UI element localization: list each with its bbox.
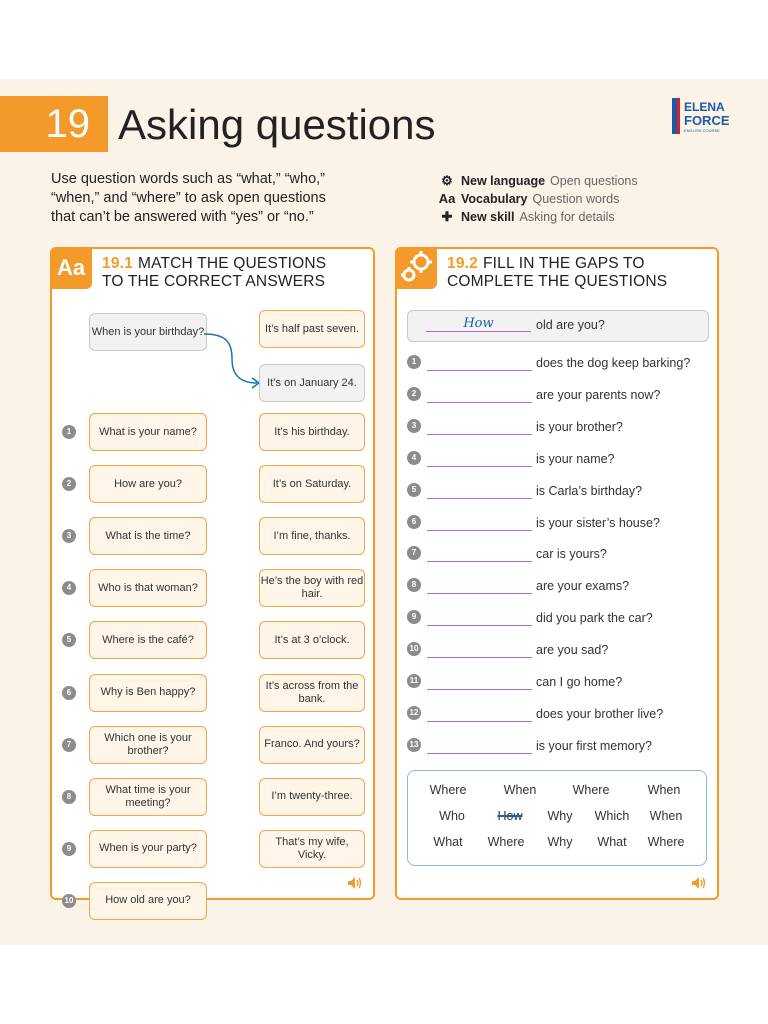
- elena-force-logo: [672, 96, 732, 136]
- answer-card[interactable]: It’s on Saturday.: [259, 465, 365, 503]
- question-text: does your brother live?: [536, 706, 664, 721]
- gap-question-row: [427, 574, 629, 594]
- question-text: is Carla’s birthday?: [536, 483, 643, 498]
- question-card[interactable]: When is your party?: [89, 830, 207, 868]
- question-card[interactable]: How are you?: [89, 465, 207, 503]
- answer-gap[interactable]: [427, 482, 532, 499]
- exercise-title-line1: FILL IN THE GAPS TO: [482, 255, 645, 272]
- example-question-card: When is your birthday?: [89, 313, 207, 351]
- exercise-number: 19.1: [102, 255, 133, 272]
- word-bank-word[interactable]: When: [503, 783, 537, 797]
- question-card[interactable]: Who is that woman?: [89, 569, 207, 607]
- meta-label: New skill: [461, 210, 515, 224]
- answer-gap[interactable]: [427, 641, 532, 658]
- question-text: is your first memory?: [536, 738, 652, 753]
- meta-label: Vocabulary: [461, 192, 528, 206]
- meta-value: Asking for details: [519, 210, 615, 224]
- word-bank: [407, 770, 707, 866]
- exercise-number: 19.2: [447, 255, 478, 272]
- gap-question-row: [427, 511, 660, 531]
- question-number: 7: [62, 738, 76, 752]
- example-gap-row: [407, 310, 709, 342]
- example-answer: How: [426, 317, 531, 332]
- answer-card[interactable]: It’s across from the bank.: [259, 674, 365, 712]
- answer-card[interactable]: I’m twenty-three.: [259, 778, 365, 816]
- word-bank-word[interactable]: Which: [594, 809, 630, 823]
- word-bank-word[interactable]: Where: [487, 835, 525, 849]
- word-bank-word[interactable]: What: [597, 835, 627, 849]
- question-text: are you sad?: [536, 643, 609, 658]
- answer-gap[interactable]: [427, 386, 532, 403]
- gap-question-row: [427, 415, 623, 435]
- question-number: 6: [407, 515, 421, 529]
- gap-question-row: [427, 702, 663, 722]
- vocabulary-icon: Aa: [50, 247, 92, 289]
- exercise-title-line1: MATCH THE QUESTIONS: [137, 255, 327, 272]
- question-card[interactable]: Where is the café?: [89, 621, 207, 659]
- answer-card[interactable]: I’m fine, thanks.: [259, 517, 365, 555]
- word-bank-word[interactable]: How: [497, 809, 523, 823]
- question-number: 1: [62, 425, 76, 439]
- question-text: is your sister’s house?: [536, 515, 660, 530]
- question-number: 10: [407, 642, 421, 656]
- question-card[interactable]: Which one is your brother?: [89, 726, 207, 764]
- unit-title: Asking questions: [118, 101, 436, 148]
- gap-question-row: [427, 606, 653, 626]
- answer-gap[interactable]: [427, 737, 532, 754]
- answer-card[interactable]: It’s half past seven.: [259, 310, 365, 348]
- answer-gap[interactable]: [427, 354, 532, 371]
- question-number: 13: [407, 738, 421, 752]
- answer-gap[interactable]: [427, 450, 532, 467]
- gap-question-row: [427, 479, 642, 499]
- question-text: did you park the car?: [536, 611, 653, 626]
- question-text: car is yours?: [536, 547, 607, 562]
- gap-question-row: [427, 734, 652, 754]
- puzzle-icon: ✚: [441, 209, 453, 224]
- logo-text-elena: ELENA: [684, 100, 725, 114]
- question-card[interactable]: Why is Ben happy?: [89, 674, 207, 712]
- word-bank-word[interactable]: Who: [439, 809, 465, 823]
- gap-question-row: [427, 542, 607, 562]
- gap-question-row: [427, 351, 690, 371]
- question-number: 9: [407, 610, 421, 624]
- gears-icon: ⚙: [441, 173, 453, 188]
- exercise-title-line2: TO THE CORRECT ANSWERS: [102, 273, 326, 290]
- question-number: 3: [62, 529, 76, 543]
- word-bank-word[interactable]: Where: [429, 783, 467, 797]
- question-number: 10: [62, 894, 76, 908]
- word-bank-word[interactable]: When: [649, 809, 683, 823]
- example-match-arrow: [202, 331, 264, 389]
- answer-card[interactable]: It’s at 3 o’clock.: [259, 621, 365, 659]
- question-text: are your exams?: [536, 579, 630, 594]
- question-number: 8: [62, 790, 76, 804]
- meta-label: New language: [461, 174, 546, 188]
- meta-new-skill: [438, 208, 638, 226]
- question-text: are your parents now?: [536, 387, 661, 402]
- answer-gap[interactable]: [427, 545, 532, 562]
- meta-value: Open questions: [550, 174, 638, 188]
- word-bank-word[interactable]: What: [433, 835, 463, 849]
- logo-text-force: FORCE: [684, 113, 730, 128]
- answer-gap[interactable]: [427, 705, 532, 722]
- exercise-19-1-title: [102, 255, 326, 291]
- answer-gap[interactable]: [427, 609, 532, 626]
- lesson-meta: [438, 172, 638, 226]
- question-number: 6: [62, 686, 76, 700]
- vocabulary-icon: Aa: [438, 191, 456, 206]
- example-answer-card: It’s on January 24.: [259, 364, 365, 402]
- answer-card[interactable]: That’s my wife, Vicky.: [259, 830, 365, 868]
- gap-question-row: [427, 447, 615, 467]
- question-number: 5: [407, 483, 421, 497]
- word-bank-word[interactable]: Why: [547, 835, 573, 849]
- meta-value: Question words: [532, 192, 620, 206]
- question-number: 2: [407, 387, 421, 401]
- audio-speaker-icon[interactable]: [347, 876, 363, 890]
- answer-card[interactable]: Franco. And yours?: [259, 726, 365, 764]
- answer-gap[interactable]: [427, 514, 532, 531]
- intro-text: Use question words such as “what,” “who,” “when,” and “where” to ask open questions that can’t be answered with “yes” or “no.”: [51, 171, 326, 225]
- question-text: does the dog keep barking?: [536, 356, 691, 370]
- gap-question-row: [427, 670, 622, 690]
- example-question-text: old are you?: [536, 318, 605, 332]
- question-number: 4: [62, 581, 76, 595]
- logo-text-course: ENGLISH COURSE: [684, 128, 720, 133]
- gap-question-row: [427, 383, 660, 403]
- question-number: 3: [407, 419, 421, 433]
- exercise-19-1-panel: [50, 247, 375, 907]
- question-number: 9: [62, 842, 76, 856]
- question-number: 1: [407, 355, 421, 369]
- question-card[interactable]: What is the time?: [89, 517, 207, 555]
- question-number: 4: [407, 451, 421, 465]
- word-bank-word[interactable]: Where: [572, 783, 610, 797]
- question-number: 2: [62, 477, 76, 491]
- exercise-19-2-title: [447, 255, 667, 291]
- answer-gap[interactable]: [427, 673, 532, 690]
- question-card[interactable]: What time is your meeting?: [89, 778, 207, 816]
- exercise-19-2-panel: [395, 247, 719, 900]
- audio-speaker-icon[interactable]: [691, 876, 707, 890]
- question-text: can I go home?: [536, 675, 623, 689]
- exercise-title-line2: COMPLETE THE QUESTIONS: [447, 273, 668, 290]
- gap-question-row: [427, 638, 608, 658]
- gears-icon: [395, 247, 437, 289]
- question-card[interactable]: What is your name?: [89, 413, 207, 451]
- question-number: 12: [407, 706, 421, 720]
- word-bank-word[interactable]: Where: [647, 835, 685, 849]
- question-text: is your brother?: [536, 419, 623, 434]
- meta-vocabulary: [438, 190, 638, 208]
- answer-gap[interactable]: [427, 577, 532, 594]
- answer-card[interactable]: He’s the boy with red hair.: [259, 569, 365, 607]
- answer-gap[interactable]: [427, 418, 532, 435]
- meta-new-language: [438, 172, 638, 190]
- question-number: 5: [62, 633, 76, 647]
- unit-number-badge: 19: [0, 96, 108, 152]
- word-bank-word[interactable]: Why: [547, 809, 573, 823]
- question-text: is your name?: [536, 451, 615, 466]
- question-number: 8: [407, 578, 421, 592]
- question-number: 11: [407, 674, 421, 688]
- question-number: 7: [407, 546, 421, 560]
- question-card[interactable]: How old are you?: [89, 882, 207, 920]
- answer-card[interactable]: It’s his birthday.: [259, 413, 365, 451]
- word-bank-word[interactable]: When: [647, 783, 681, 797]
